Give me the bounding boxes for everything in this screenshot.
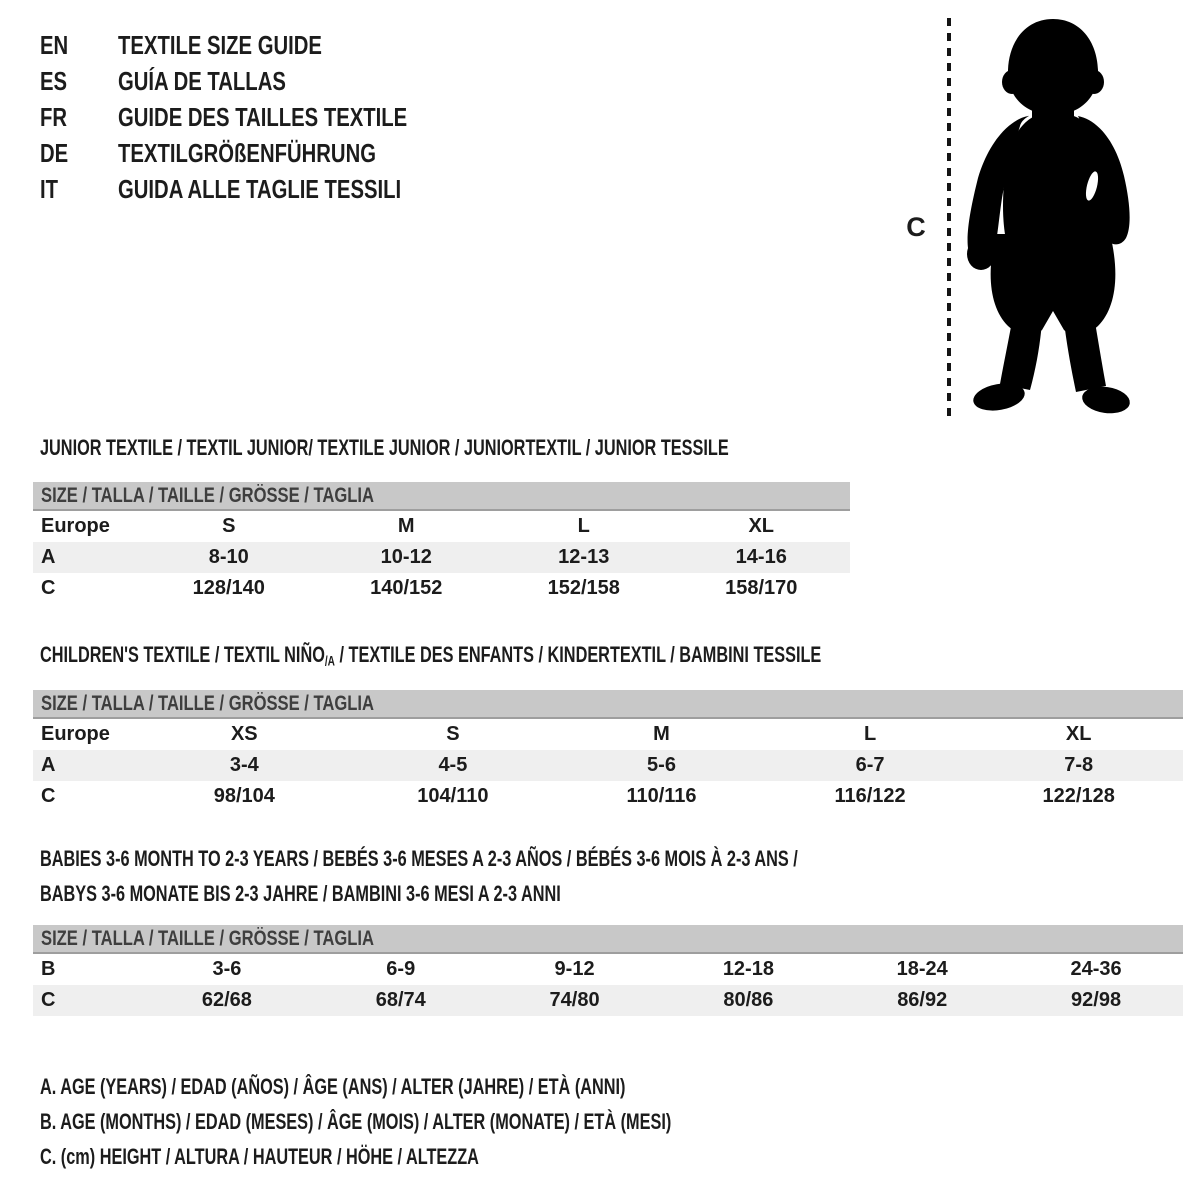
table-row: [33, 750, 1183, 781]
language-code: IT: [40, 173, 59, 204]
size-value-cell: 122/128: [1042, 785, 1115, 807]
size-value-cell: S: [446, 723, 460, 745]
size-value-cell: XS: [230, 723, 258, 745]
size-value-cell: 158/170: [725, 577, 798, 599]
language-row: [40, 27, 407, 63]
size-header-text: SIZE / TALLA / TAILLE / GRÖSSE / TAGLIA: [41, 927, 375, 950]
size-value-cell: XL: [1065, 723, 1092, 745]
size-value-cell: 3-4: [229, 754, 259, 776]
size-value-cell: 62/68: [201, 989, 252, 1011]
size-value-cell: 24-36: [1070, 958, 1122, 980]
size-value-cell: 92/98: [1071, 989, 1122, 1011]
section-childrens-textile: [33, 642, 1183, 807]
size-value-cell: 3-6: [212, 958, 242, 980]
size-value-cell: 10-12: [380, 546, 432, 568]
table-row: [33, 542, 850, 573]
section-title-part: CHILDREN'S TEXTILE / TEXTIL NIÑO: [40, 642, 325, 667]
language-guide-title: GUÍA DE TALLAS: [118, 65, 286, 96]
size-value-cell: 98/104: [213, 785, 275, 807]
size-header-bar: [33, 925, 1183, 954]
section-title: [40, 643, 1183, 667]
language-title-list: [40, 27, 511, 207]
language-row: [40, 63, 407, 99]
section-junior-textile: [33, 435, 850, 599]
table-row: [33, 954, 1183, 985]
language-code: DE: [40, 137, 69, 168]
row-label: C: [41, 989, 56, 1011]
table-row: [33, 511, 850, 542]
language-code: ES: [40, 65, 68, 96]
size-value-cell: 18-24: [896, 958, 948, 980]
size-table: [33, 482, 850, 604]
language-code: EN: [40, 29, 69, 60]
section-title-text: [40, 643, 821, 673]
measurement-legend: [40, 1069, 893, 1174]
table-row: [33, 573, 850, 604]
size-value-cell: 9-12: [554, 958, 595, 980]
row-label: A: [41, 754, 56, 776]
size-value-cell: 7-8: [1064, 754, 1094, 776]
size-value-cell: 80/86: [723, 989, 774, 1011]
section-title: [40, 847, 1183, 871]
legend-line: C. (cm) HEIGHT / ALTURA / HAUTEUR / HÖHE / ALTEZZA: [40, 1144, 479, 1169]
size-value-cell: 68/74: [375, 989, 426, 1011]
section-title-text: [40, 847, 798, 871]
size-value-cell: 116/122: [834, 785, 906, 807]
language-code: FR: [40, 101, 68, 132]
size-value-cell: XL: [748, 515, 775, 537]
height-measure-label: C: [906, 212, 926, 242]
table-row: [33, 985, 1183, 1016]
section-title-part: BABIES 3-6 MONTH TO 2-3 YEARS / BEBÉS 3-6 MESES A 2-3 AÑOS / BÉBÉS 3-6 MOIS À 2-3 ANS /: [40, 846, 798, 871]
toddler-silhouette-icon: [966, 16, 1138, 418]
section-title-text: [40, 882, 561, 906]
language-row: [40, 171, 407, 207]
size-value-cell: M: [397, 515, 415, 537]
row-label: B: [41, 958, 56, 980]
legend-line: B. AGE (MONTHS) / EDAD (MESES) / ÂGE (MOIS) / ALTER (MONATE) / ETÀ (MESI): [40, 1109, 672, 1134]
section-title-part: JUNIOR TEXTILE / TEXTIL JUNIOR/ TEXTILE JUNIOR / JUNIORTEXTIL / JUNIOR TESSILE: [40, 435, 729, 460]
size-value-cell: 14-16: [735, 546, 787, 568]
size-value-cell: L: [863, 723, 877, 745]
section-title-part: / TEXTILE DES ENFANTS / KINDERTEXTIL / BAMBINI TESSILE: [334, 642, 822, 667]
section-title-subscript: /A: [324, 653, 335, 669]
row-label: Europe: [41, 723, 110, 745]
size-value-cell: 8-10: [208, 546, 249, 568]
size-value-cell: 140/152: [370, 577, 443, 599]
size-header-bar: [33, 690, 1183, 719]
height-measure-dashed-line: [947, 18, 951, 416]
size-table: [33, 925, 1183, 1016]
language-row: [40, 99, 407, 135]
table-row: [33, 719, 1183, 750]
size-value-cell: 104/110: [417, 785, 489, 807]
size-value-cell: 6-9: [386, 958, 416, 980]
size-header-text: SIZE / TALLA / TAILLE / GRÖSSE / TAGLIA: [41, 692, 375, 715]
language-guide-title: GUIDE DES TAILLES TEXTILE: [118, 101, 408, 132]
language-guide-title: TEXTILGRÖßENFÜHRUNG: [118, 137, 376, 168]
table-row: [33, 781, 1183, 812]
size-value-cell: 12-13: [558, 546, 610, 568]
size-value-cell: S: [222, 515, 236, 537]
legend-line: A. AGE (YEARS) / EDAD (AÑOS) / ÂGE (ANS) / ALTER (JAHRE) / ETÀ (ANNI): [40, 1074, 626, 1099]
section-title-text: [40, 436, 729, 460]
size-value-cell: 6-7: [855, 754, 885, 776]
size-value-cell: M: [653, 723, 670, 745]
size-value-cell: 12-18: [722, 958, 774, 980]
section-title-part: BABYS 3-6 MONATE BIS 2-3 JAHRE / BAMBINI 3-6 MESI A 2-3 ANNI: [40, 881, 561, 906]
row-label: A: [41, 546, 56, 568]
size-header-bar: [33, 482, 850, 511]
language-guide-title: GUIDA ALLE TAGLIE TESSILI: [118, 173, 402, 204]
size-value-cell: 5-6: [647, 754, 676, 776]
section-title: [40, 436, 850, 460]
section-babies-textile: [33, 846, 1183, 1011]
size-value-cell: 128/140: [192, 577, 265, 599]
row-label: Europe: [41, 515, 110, 537]
row-label: C: [41, 785, 56, 807]
row-label: C: [41, 577, 56, 599]
language-guide-title: TEXTILE SIZE GUIDE: [118, 29, 322, 60]
size-value-cell: 110/116: [626, 785, 697, 807]
size-table: [33, 690, 1183, 812]
size-header-text: SIZE / TALLA / TAILLE / GRÖSSE / TAGLIA: [41, 484, 375, 507]
size-value-cell: 86/92: [897, 989, 948, 1011]
size-value-cell: 4-5: [438, 754, 468, 776]
section-title: [40, 882, 1183, 906]
language-row: [40, 135, 407, 171]
size-value-cell: 152/158: [547, 577, 620, 599]
size-value-cell: 74/80: [549, 989, 600, 1011]
size-value-cell: L: [577, 515, 590, 537]
